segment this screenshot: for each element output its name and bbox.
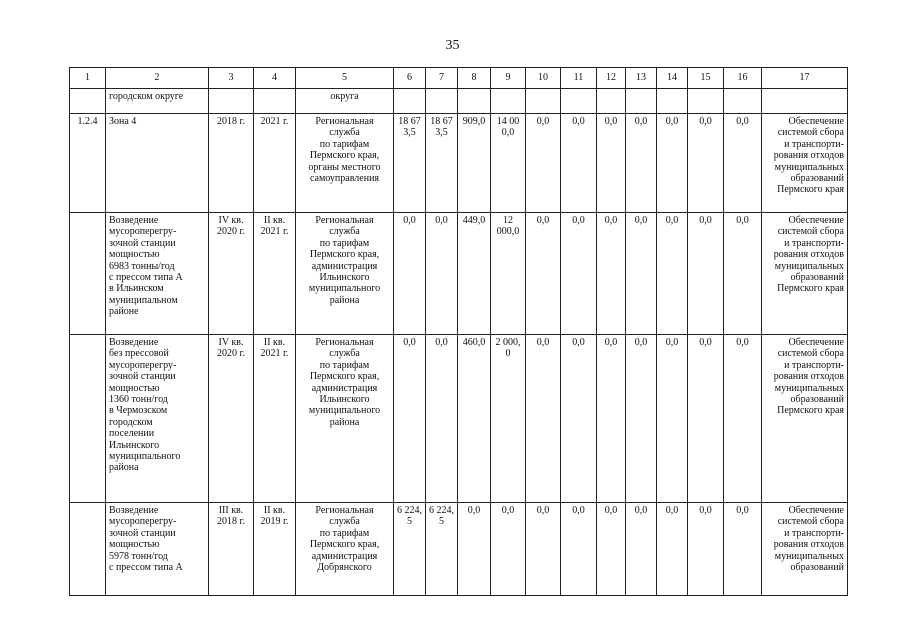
value-cell: 0,0 [657, 503, 688, 596]
column-number-row [70, 68, 848, 89]
table-row [70, 503, 848, 596]
column-number: 6 [394, 68, 426, 89]
value-cell: 18 67 3,5 [394, 114, 426, 213]
value-cell: 0,0 [394, 335, 426, 503]
value-cell: 0,0 [724, 503, 762, 596]
value-cell: 12 000,0 [491, 213, 526, 335]
start-date: IV кв. 2020 г. [209, 213, 254, 335]
value-cell: 0,0 [526, 503, 561, 596]
expected-result: Обеспечение системой сбора и транспорти- рования отходов муниципальных образований [762, 503, 848, 596]
item-number [70, 503, 106, 596]
value-cell: 0,0 [688, 213, 724, 335]
column-number: 15 [688, 68, 724, 89]
value-cell: 0,0 [526, 335, 561, 503]
column-number: 5 [296, 68, 394, 89]
executor: Региональная служба по тарифам Пермского края, органы местного самоуправления [296, 114, 394, 213]
item-number [70, 335, 106, 503]
value-cell: 0,0 [561, 335, 597, 503]
value-cell: 449,0 [458, 213, 491, 335]
column-number: 13 [626, 68, 657, 89]
value-cell: 0,0 [526, 213, 561, 335]
value-cell: 2 000, 0 [491, 335, 526, 503]
item-name: Возведение без прессовой мусороперегру- зочной станции мощностью 1360 тонн/год в Чермозском городском поселении Ильинского муниципального района [106, 335, 209, 503]
item-name: Возведение мусороперегру- зочной станции мощностью 6983 тонны/год с прессом типа А в Ильинском муниципальном районе [106, 213, 209, 335]
end-date: 2021 г. [254, 114, 296, 213]
value-cell: 0,0 [724, 213, 762, 335]
value-cell: 0,0 [657, 114, 688, 213]
column-number: 4 [254, 68, 296, 89]
start-date: III кв. 2018 г. [209, 503, 254, 596]
value-cell: 0,0 [597, 503, 626, 596]
value-cell: 0,0 [491, 503, 526, 596]
start-date: IV кв. 2020 г. [209, 335, 254, 503]
table-row [70, 114, 848, 213]
value-cell: 0,0 [626, 503, 657, 596]
item-name: Возведение мусороперегру- зочной станции мощностью 5978 тонн/год с прессом типа А [106, 503, 209, 596]
value-cell: 0,0 [626, 335, 657, 503]
expected-result: Обеспечение системой сбора и транспорти- рования отходов муниципальных образований Пермского края [762, 114, 848, 213]
value-cell: 14 00 0,0 [491, 114, 526, 213]
value-cell: 0,0 [688, 114, 724, 213]
value-cell: 0,0 [426, 335, 458, 503]
column-number: 10 [526, 68, 561, 89]
end-date: II кв. 2021 г. [254, 213, 296, 335]
executor: Региональная служба по тарифам Пермского края, администрация Ильинского муниципального района [296, 213, 394, 335]
value-cell: 0,0 [657, 213, 688, 335]
value-cell: 0,0 [724, 114, 762, 213]
value-cell: 0,0 [426, 213, 458, 335]
item-number [70, 213, 106, 335]
item-name: Зона 4 [106, 114, 209, 213]
continued-name: городском округе [106, 89, 209, 114]
continuation-row [70, 89, 848, 114]
value-cell: 0,0 [626, 213, 657, 335]
value-cell: 6 224, 5 [394, 503, 426, 596]
end-date: II кв. 2019 г. [254, 503, 296, 596]
start-date: 2018 г. [209, 114, 254, 213]
value-cell: 0,0 [657, 335, 688, 503]
value-cell: 0,0 [561, 503, 597, 596]
value-cell: 18 67 3,5 [426, 114, 458, 213]
column-number: 3 [209, 68, 254, 89]
executor: Региональная служба по тарифам Пермского края, администрация Ильинского муниципального района [296, 335, 394, 503]
end-date: II кв. 2021 г. [254, 335, 296, 503]
continued-executor: округа [296, 89, 394, 114]
value-cell: 0,0 [688, 335, 724, 503]
column-number: 17 [762, 68, 848, 89]
expected-result: Обеспечение системой сбора и транспорти- рования отходов муниципальных образований Пермского края [762, 213, 848, 335]
value-cell: 0,0 [458, 503, 491, 596]
value-cell: 0,0 [561, 213, 597, 335]
executor: Региональная служба по тарифам Пермского края, администрация Добрянского [296, 503, 394, 596]
expected-result: Обеспечение системой сбора и транспорти- рования отходов муниципальных образований Пермского края [762, 335, 848, 503]
value-cell: 0,0 [626, 114, 657, 213]
column-number: 12 [597, 68, 626, 89]
column-number: 11 [561, 68, 597, 89]
column-number: 8 [458, 68, 491, 89]
value-cell: 460,0 [458, 335, 491, 503]
value-cell: 0,0 [724, 335, 762, 503]
value-cell: 0,0 [394, 213, 426, 335]
value-cell: 0,0 [597, 335, 626, 503]
program-table [69, 67, 848, 596]
value-cell: 0,0 [597, 114, 626, 213]
column-number: 14 [657, 68, 688, 89]
value-cell: 0,0 [688, 503, 724, 596]
value-cell: 0,0 [526, 114, 561, 213]
item-number: 1.2.4 [70, 114, 106, 213]
table-row [70, 335, 848, 503]
column-number: 16 [724, 68, 762, 89]
value-cell: 0,0 [561, 114, 597, 213]
column-number: 2 [106, 68, 209, 89]
value-cell: 909,0 [458, 114, 491, 213]
column-number: 7 [426, 68, 458, 89]
table-row [70, 213, 848, 335]
column-number: 1 [70, 68, 106, 89]
page-number: 35 [445, 38, 460, 53]
value-cell: 0,0 [597, 213, 626, 335]
value-cell: 6 224, 5 [426, 503, 458, 596]
column-number: 9 [491, 68, 526, 89]
